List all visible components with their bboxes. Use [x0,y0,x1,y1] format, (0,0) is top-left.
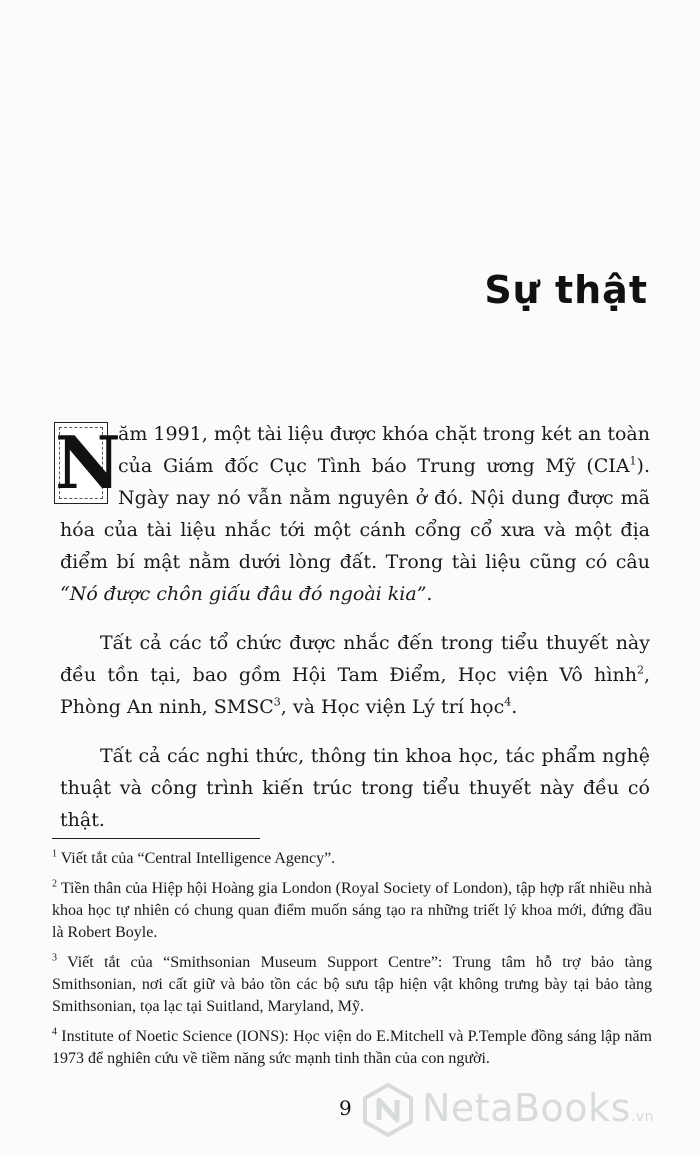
paragraph-2-text-a: Tất cả các tổ chức được nhắc đến trong tiểu thuyết này đều tồn tại, bao gồm Hội Tam Điểm, Học viện Vô hình [60,632,650,686]
body-text [55,418,650,836]
footnote-num: 4 [52,1026,57,1038]
paragraph-2-text-c: , và Học viện Lý trí học [280,696,505,718]
paragraph-2 [60,627,650,723]
footnote-2 [52,878,652,944]
footnote-num: 1 [52,848,57,860]
footnote-ref-2: 2 [636,663,644,677]
netabooks-logo-icon [360,1082,416,1138]
footnote-text: Viết tắt của “Smithsonian Museum Support Centre”: Trung tâm hỗ trợ bảo tàng Smithsonian, nơi cất giữ và bảo tồn các bộ sưu tập hiện vật không trưng bày tại bảo tàng Smithsonian, tọa lạc tại Suitland, Maryland, Mỹ. [52,954,652,1015]
paragraph-1 [55,418,650,610]
watermark-suffix: .vn [630,1109,654,1125]
footnote-text: Tiền thân của Hiệp hội Hoàng gia London (Royal Society of London), tập hợp rất nhiều nhà khoa học tự nhiên có chung quan điểm muốn sáng tạo ra những triết lý khoa mới, đứng đầu là Robert Boyle. [52,880,652,941]
page-number: 9 [339,1096,352,1120]
footnote-divider [52,838,260,839]
dropcap-ornament [54,420,121,505]
paragraph-2-text-b: , Phòng An ninh, SMSC [60,664,650,718]
watermark-text [422,1086,654,1130]
watermark-brand: NetaBooks [422,1086,631,1130]
paragraph-3: Tất cả các nghi thức, thông tin khoa học, tác phẩm nghệ thuật và công trình kiến trúc trong tiểu thuyết này đều có thật. [60,745,650,831]
footnote-text: Institute of Noetic Science (IONS): Học viện do E.Mitchell và P.Temple đồng sáng lập năm 1973 để nghiên cứu về tiềm năng sức mạnh tinh thần của con người. [52,1028,652,1067]
footnote-text: Viết tắt của “Central Intelligence Agency”. [57,850,336,867]
footnotes [52,848,652,1078]
footnote-num: 3 [52,952,57,964]
footnote-3 [52,952,652,1018]
footnote-4 [52,1026,652,1070]
quote-text: “Nó được chôn giấu đâu đó ngoài kia” [60,583,427,605]
paragraph-1-text: ăm 1991, một tài liệu được khóa chặt trong két an toàn của Giám đốc Cục Tình báo Trung ương Mỹ (CIA [118,423,650,477]
paragraph-1-text-cont: ). Ngày nay nó vẫn nằm nguyên ở đó. Nội dung được mã hóa của tài liệu nhắc tới một cánh cổng cổ xưa và một địa điểm bí mật nằm dưới lòng đất. Trong tài liệu cũng có câu [60,455,650,573]
chapter-title: Sự thật [484,268,648,312]
footnote-ref-3: 3 [273,695,281,709]
paragraph-1-end: . [426,583,433,605]
dropcap-letter: N [55,420,121,505]
paragraph-2-end: . [511,696,518,718]
watermark [360,1082,690,1140]
footnote-num: 2 [52,878,57,890]
footnote-1 [52,848,652,870]
footnote-ref-4: 4 [504,695,512,709]
footnote-ref-1: 1 [629,454,637,468]
